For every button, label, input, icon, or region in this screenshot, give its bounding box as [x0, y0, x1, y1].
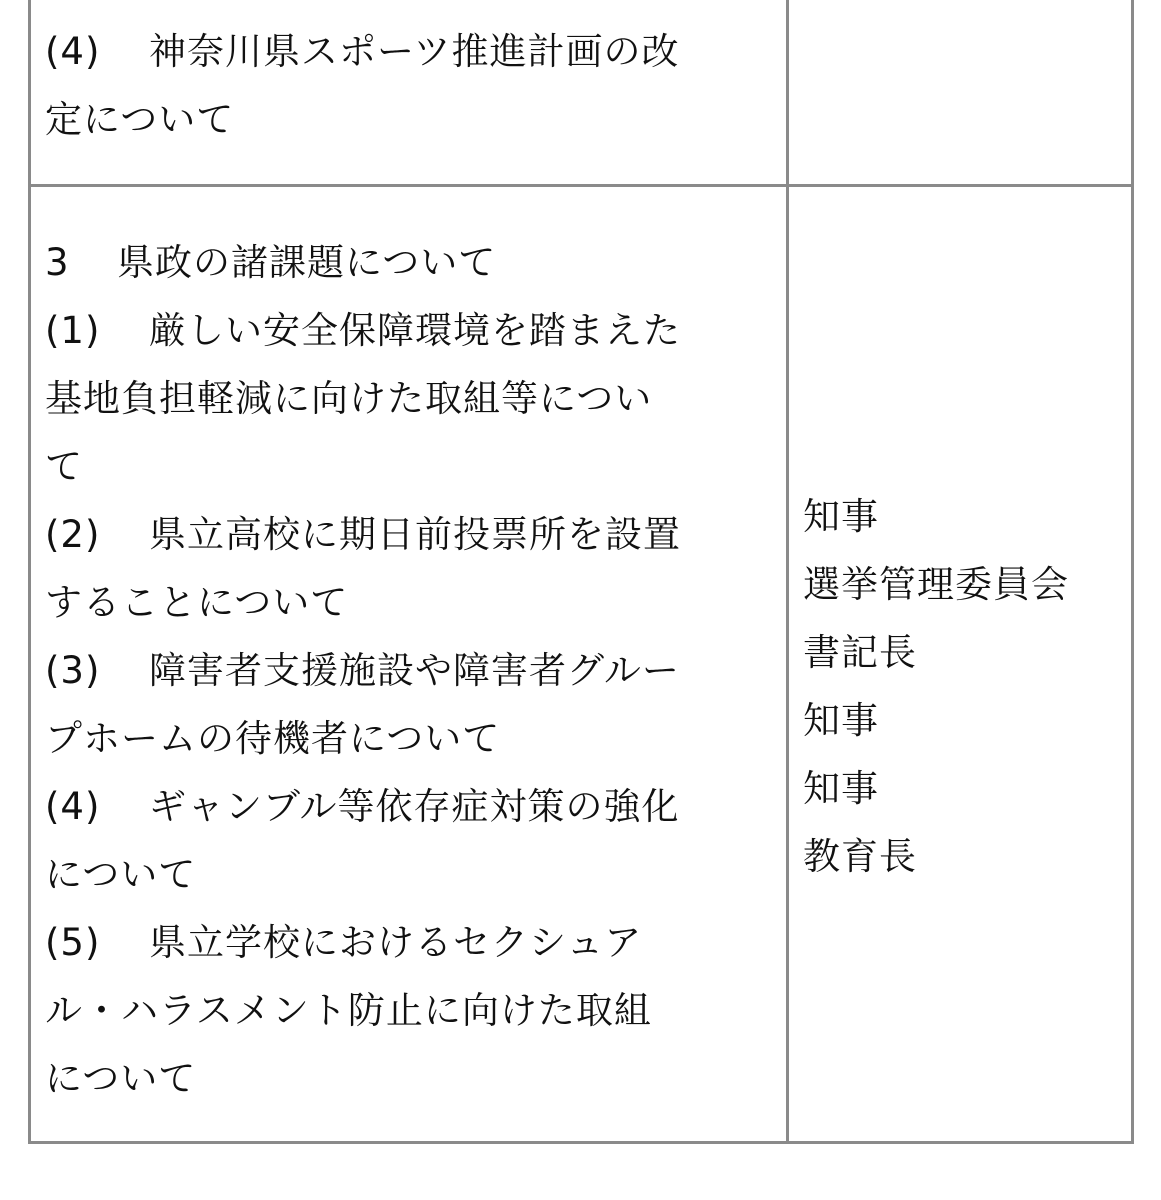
- agenda-line: [45, 86, 778, 154]
- agenda-line: [45, 909, 778, 977]
- item-text: 基地負担軽減に向けた取組等につい: [45, 377, 653, 420]
- agenda-line: [45, 229, 778, 297]
- item-number: (3): [45, 649, 101, 692]
- item-text: 神奈川県スポーツ推進計画の改: [149, 30, 680, 73]
- item-text: 県立高校に期日前投票所を設置: [149, 513, 681, 556]
- item-number: (4): [45, 785, 101, 828]
- item-text: について: [45, 853, 197, 896]
- responder-name: 知事: [803, 767, 879, 810]
- agenda-line: [45, 1045, 778, 1113]
- item-text: 定について: [45, 98, 235, 141]
- section-title: 県政の諸課題について: [117, 241, 497, 284]
- responder-name: 知事: [803, 699, 879, 742]
- agenda-line: [45, 18, 778, 86]
- item-text: することについて: [45, 581, 349, 624]
- responder-name: 書記長: [803, 631, 917, 674]
- agenda-table: [28, 0, 1134, 1144]
- item-number: (5): [45, 921, 101, 964]
- table-row: [28, 0, 1134, 187]
- section-number: 3: [45, 241, 70, 284]
- item-number: (2): [45, 513, 101, 556]
- table-row: [28, 187, 1134, 1144]
- responder-cell: [789, 187, 1131, 1141]
- responder-name: 教育長: [803, 835, 917, 878]
- agenda-line: [45, 433, 778, 501]
- agenda-line: [45, 637, 778, 705]
- responder-name: 知事: [803, 495, 879, 538]
- item-text: について: [45, 1057, 197, 1100]
- agenda-line: [45, 501, 778, 569]
- item-text: プホームの待機者について: [45, 717, 501, 760]
- item-number: (4): [45, 30, 101, 73]
- agenda-line: [45, 841, 778, 909]
- agenda-line: [45, 365, 778, 433]
- item-text: ル・ハラスメント防止に向けた取組: [45, 989, 652, 1032]
- responder-cell: [789, 0, 1131, 184]
- agenda-line: [45, 297, 778, 365]
- agenda-line: [45, 977, 778, 1045]
- item-text: て: [45, 445, 83, 488]
- item-text: 厳しい安全保障環境を踏まえた: [149, 309, 681, 352]
- agenda-line: [45, 705, 778, 773]
- item-text: 障害者支援施設や障害者グルー: [149, 649, 680, 692]
- agenda-line: [45, 569, 778, 637]
- agenda-cell: [31, 0, 789, 184]
- item-number: (1): [45, 309, 101, 352]
- agenda-line: [45, 773, 778, 841]
- item-text: ギャンブル等依存症対策の強化: [149, 785, 680, 828]
- item-text: 県立学校におけるセクシュア: [149, 921, 643, 964]
- responder-name: 選挙管理委員会: [803, 563, 1069, 606]
- agenda-cell: [31, 187, 789, 1141]
